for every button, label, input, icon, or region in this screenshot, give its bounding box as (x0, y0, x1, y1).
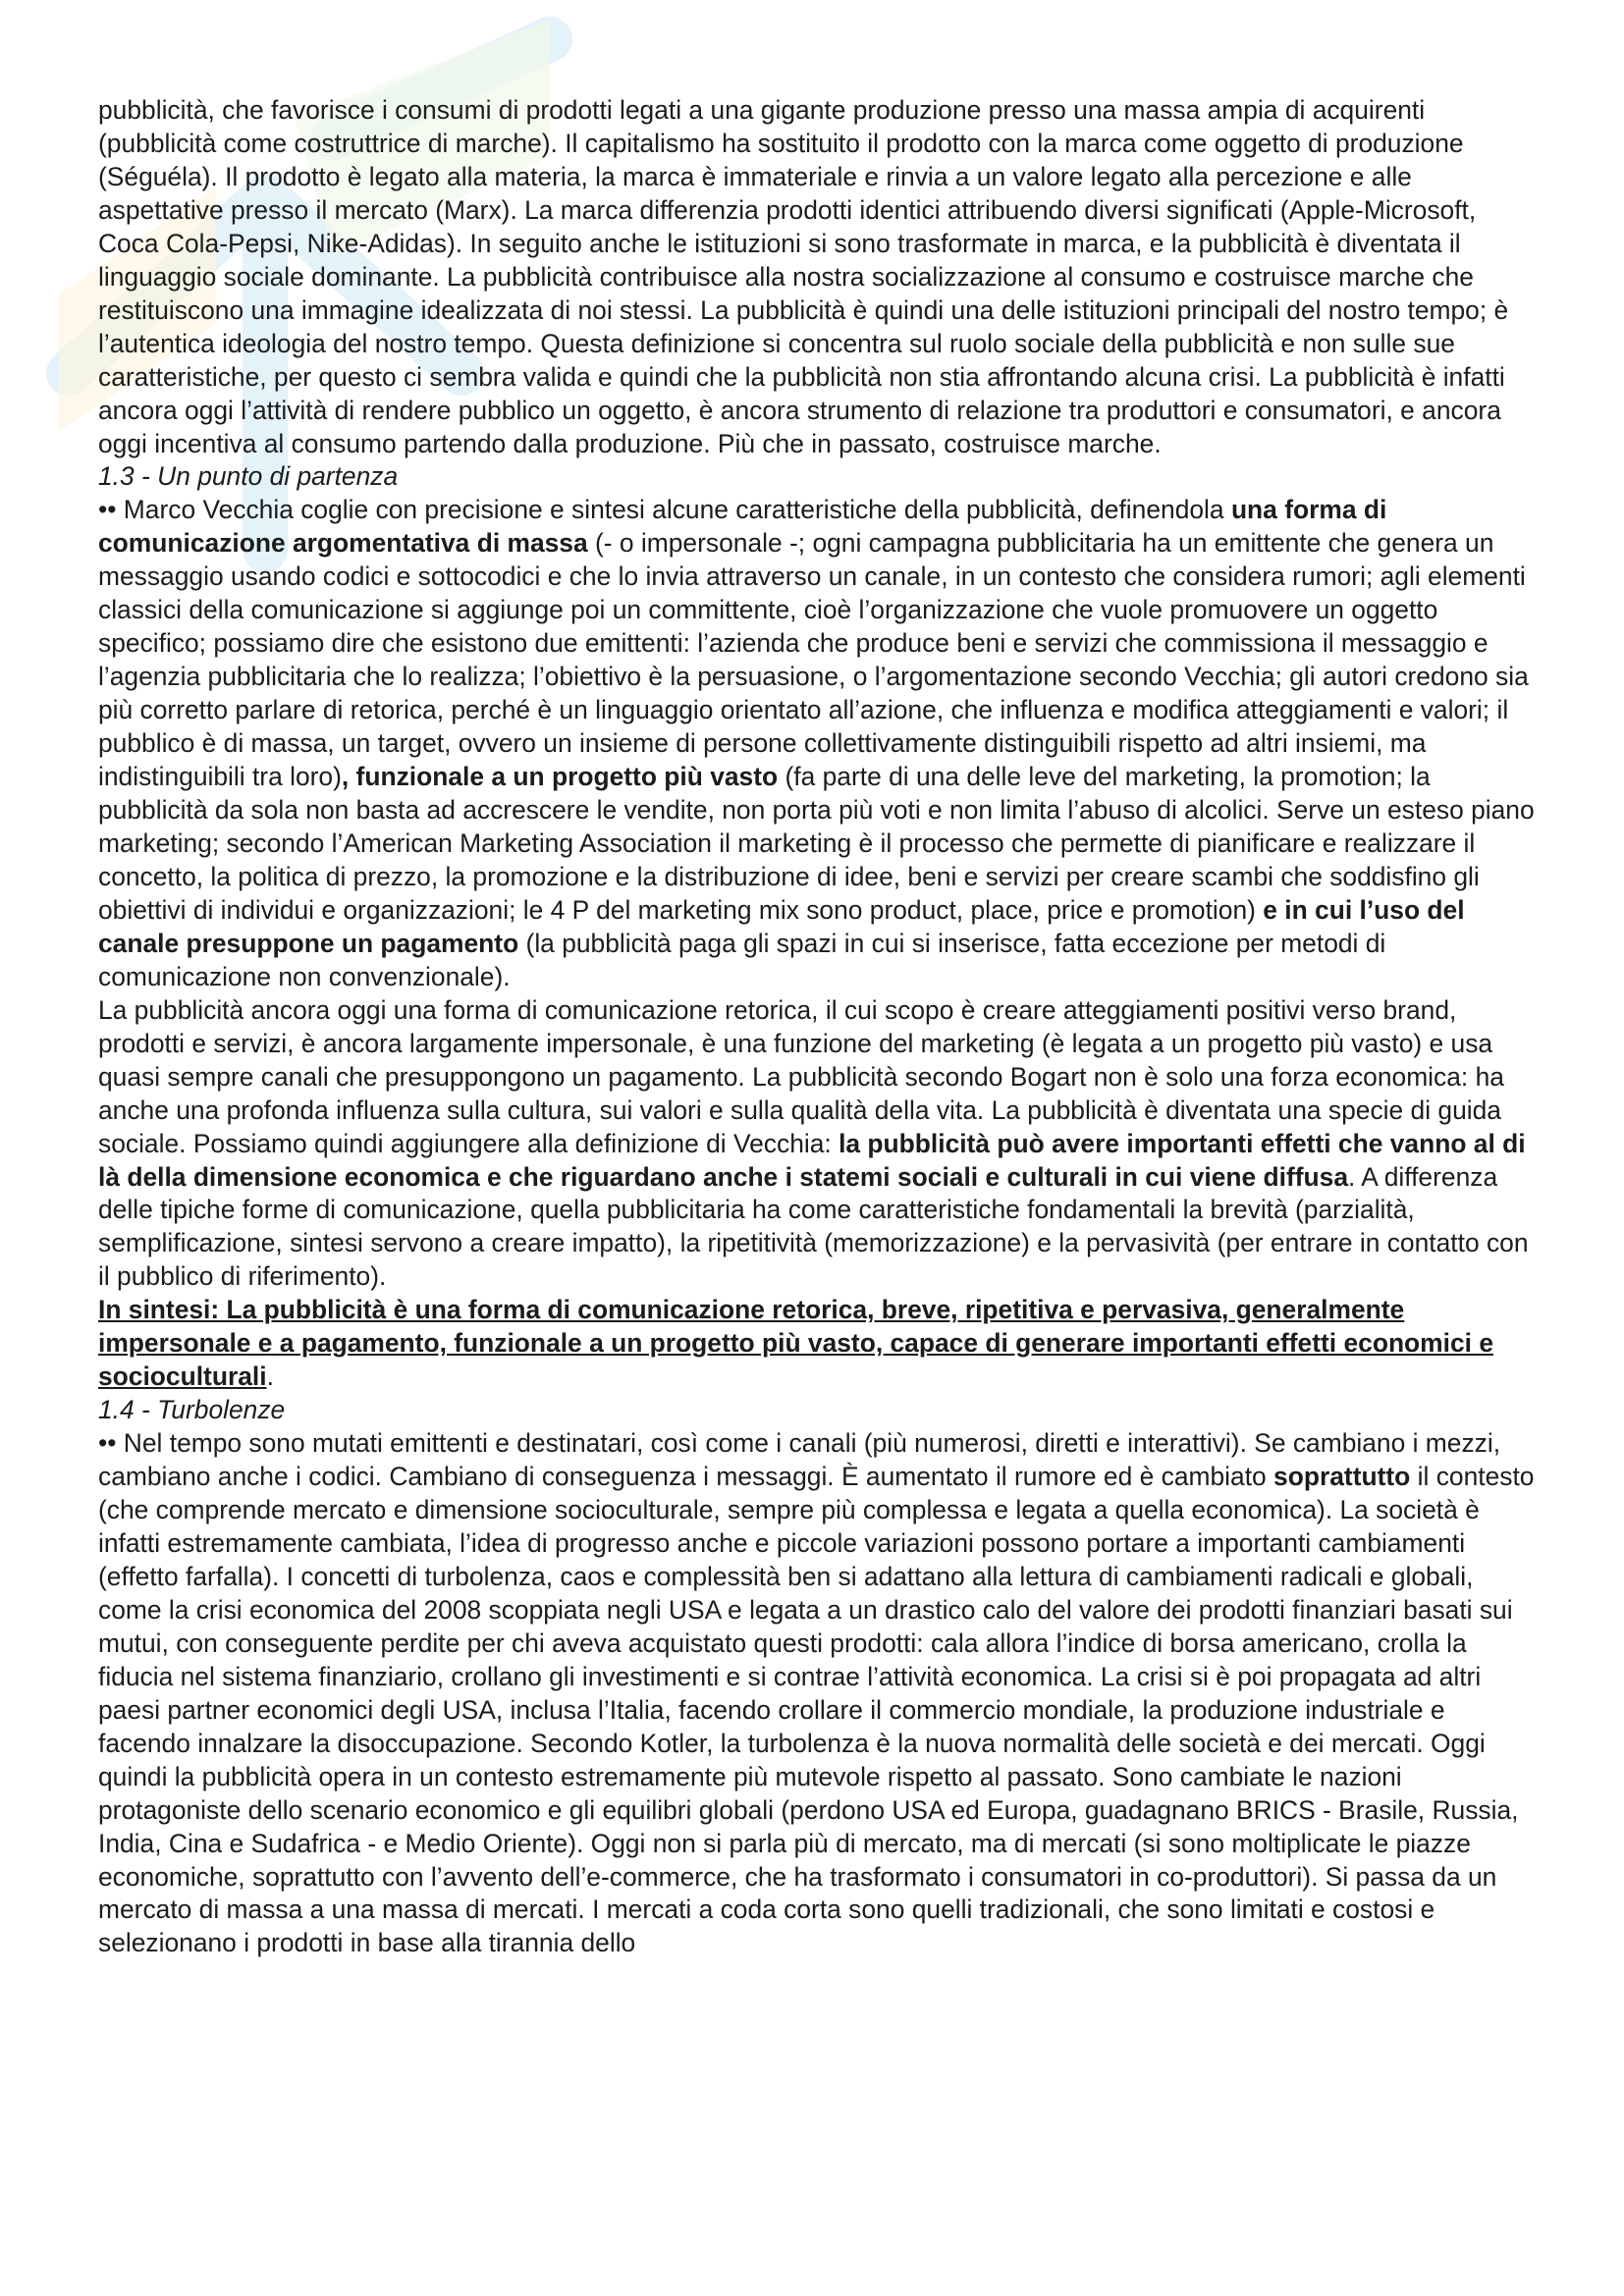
summary-text: In sintesi: La pubblicità è una forma di comunicazione retorica, breve, ripetitiva e pervasiva, generalmente impersonale e a pagamento, funzionale a un progetto più vasto, capace di generare importanti effetti economici e socioculturali (98, 1295, 1493, 1392)
bold-text-run: una forma di comunicazione argomentativa di massa (98, 495, 1387, 559)
document-page (98, 94, 1542, 1960)
text-run: pubblicità, che favorisce i consumi di prodotti legati a una gigante produzione presso una massa ampia di acquirenti (pubblicità come costruttrice di marche). Il capitalismo ha sostituito il prodotto con la marca come oggetto di produzione (Séguéla). Il prodotto è legato alla materia, la marca è immateriale e rinvia a un valore legato alla percezione e alle aspettative presso il mercato (Marx). La marca differenzia prodotti identici attribuendo diversi significati (Apple-Microsoft, Coca Cola-Pepsi, Nike-Adidas). In seguito anche le istituzioni si sono trasformate in marca, e la pubblicità è diventata il linguaggio sociale dominante. La pubblicità contribuisce alla nostra socializzazione al consumo e costruisce marche che restituiscono una immagine idealizzata di noi stessi. La pubblicità è quindi una delle istituzioni principali del nostro tempo; è l’autentica ideologia del nostro tempo. Questa definizione si concentra sul ruolo sociale della pubblicità e non sulle sue caratteristiche, per questo ci sembra valida e quindi che la pubblicità non stia affrontando alcuna crisi. La pubblicità è infatti ancora oggi l’attività di rendere pubblico un oggetto, è ancora strumento di relazione tra produttori e consumatori, e ancora oggi incentiva al consumo partendo dalla produzione. Più che in passato, costruisce marche. (98, 95, 1509, 458)
bold-text-run: la pubblicità può avere importanti effetti che vanno al di là della dimensione economica e che riguardano anche i statemi sociali e culturali in cui viene diffusa (98, 1128, 1526, 1192)
paragraph-vecchia-definition (98, 494, 1542, 993)
paragraph-turbulence (98, 1427, 1542, 1960)
text-run: •• Marco Vecchia coglie con precisione e sintesi alcune caratteristiche della pubblicità, definendola (98, 495, 1231, 525)
paragraph-rhetoric (98, 994, 1542, 1295)
bold-text-run: , funzionale a un progetto più vasto (341, 762, 779, 792)
bold-text-run: e in cui l’uso del canale presuppone un pagamento (98, 894, 1465, 958)
text-run: La pubblicità ancora oggi una forma di comunicazione retorica, il cui scopo è creare atteggiamenti positivi verso brand, prodotti e servizi, è ancora largamente impersonale, è una funzione del marketing (è legata a un progetto più vasto) e usa quasi sempre canali che presuppongono un pagamento. La pubblicità secondo Bogart non è solo una forza economica: ha anche una profonda influenza sulla cultura, sui valori e sulla qualità della vita. La pubblicità è diventata una specie di guida sociale. Possiamo quindi aggiungere alla definizione di Vecchia: (98, 994, 1504, 1158)
summary-period: . (266, 1362, 274, 1392)
text-run: •• Nel tempo sono mutati emittenti e destinatari, così come i canali (più numerosi, diretti e interattivi). Se cambiano i mezzi, cambiano anche i codici. Cambiano di conseguenza i messaggi. È aumentato il rumore ed è cambiato (98, 1428, 1501, 1492)
text-run: il contesto (che comprende mercato e dimensione socioculturale, sempre più complessa e legata a quella economica). La società è infatti estremamente cambiata, l’idea di progresso anche e piccole variazioni possono portare a importanti cambiamenti (effetto farfalla). I concetti di turbolenza, caos e complessità ben si adattano alla lettura di cambiamenti radicali e globali, come la crisi economica del 2008 scoppiata negli USA e legata a un drastico calo del valore dei prodotti finanziari basati sui mutui, con conseguente perdite per chi aveva acquistato questi prodotti: cala allora l’indice di borsa americano, crolla la fiducia nel sistema finanziario, crollano gli investimenti e si contrae l’attività economica. La crisi si è poi propagata ad altri paesi partner economici degli USA, inclusa l’Italia, facendo crollare il commercio mondiale, la produzione industriale e facendo innalzare la disoccupazione. Secondo Kotler, la turbolenza è la nuova normalità delle società e dei mercati. Oggi quindi la pubblicità opera in un contesto estremamente più mutevole rispetto al passato. Sono cambiate le nazioni protagoniste dello scenario economico e gli equilibri globali (perdono USA ed Europa, guadagnano BRICS - Brasile, Russia, India, Cina e Sudafrica - e Medio Oriente). Oggi non si parla più di mercato, ma di mercati (si sono moltiplicate le piazze economiche, soprattutto con l’avvento dell’e-commerce, che ha trasformato i consumatori in co-produttori). Si passa da un mercato di massa a una massa di mercati. I mercati a coda corta sono quelli tradizionali, che sono limitati e costosi e selezionano i prodotti in base alla tirannia dello (98, 1462, 1535, 1958)
section-heading-1-3: 1.3 - Un punto di partenza (98, 461, 399, 492)
text-run: (fa parte di una delle leve del marketing, la promotion; la pubblicità da sola non basta ad accrescere le vendite, non porta più voti e non limita l’abuso di alcolici. Serve un esteso piano marketing; secondo l’American Marketing Association il marketing è il processo che permette di pianificare e realizzare il concetto, la politica di prezzo, la promozione e la distribuzione di idee, beni e servizi per creare scambi che soddisfino gli obiettivi di individui e organizzazioni; le 4 P del marketing mix sono product, place, price e promotion) (98, 762, 1535, 925)
paragraph-intro (98, 94, 1542, 460)
text-run: (la pubblicità paga gli spazi in cui si inserisce, fatta eccezione per metodi di comunicazione non convenzionale). (98, 928, 1386, 991)
section-heading-1-4: 1.4 - Turbolenze (98, 1395, 286, 1425)
bold-text-run: soprattutto (1273, 1462, 1411, 1492)
text-run: (- o impersonale -; ogni campagna pubblicitaria ha un emittente che genera un messaggio usando codici e sottocodici e che lo invia attraverso un canale, in un contesto che considera rumori; agli elementi classici della comunicazione si aggiunge poi un committente, cioè l’organizzazione che vuole promuovere un oggetto specifico; possiamo dire che esistono due emittenti: l’azienda che produce beni e servizi che commissiona il messaggio e l’agenzia pubblicitaria che lo realizza; l’obiettivo è la persuasione, o l’argomentazione secondo Vecchia; gli autori credono sia più corretto parlare di retorica, perché è un linguaggio orientato all’azione, che influenza e modifica atteggiamenti e valori; il pubblico è di massa, un target, ovvero un insieme di persone collettivamente distinguibili rispetto ad altri insiemi, ma indistinguibili tra loro) (98, 528, 1529, 792)
text-run: . A differenza delle tipiche forme di comunicazione, quella pubblicitaria ha come caratteristiche fondamentali la brevità (parzialità, semplificazione, sintesi servono a creare impatto), la ripetitività (memorizzazione) e la pervasività (per entrare in contatto con il pubblico di riferimento). (98, 1161, 1529, 1292)
summary-paragraph (98, 1294, 1542, 1394)
